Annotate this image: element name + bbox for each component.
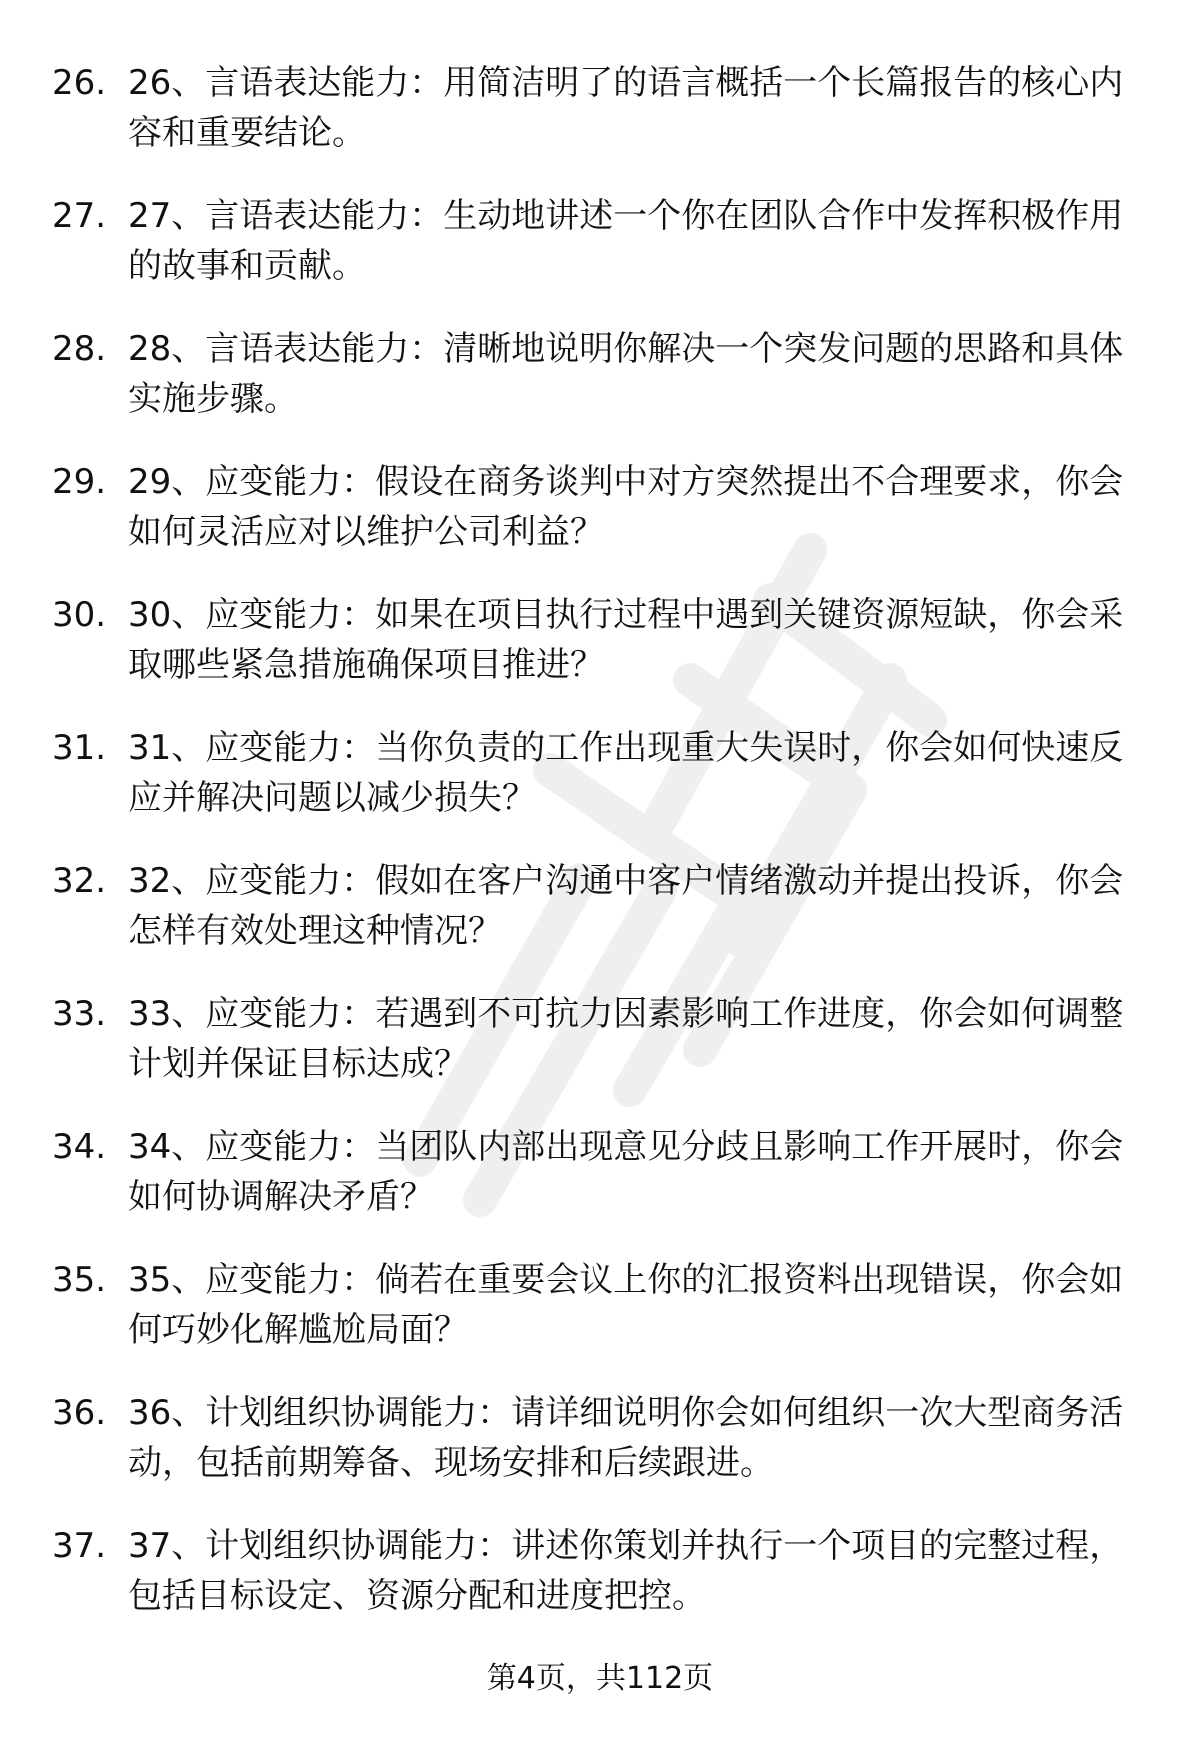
question-number: 28.	[52, 329, 107, 369]
question-item-31	[52, 723, 1152, 856]
question-number: 32.	[52, 861, 107, 901]
question-number: 36.	[52, 1393, 107, 1433]
question-text: 27、言语表达能力：生动地讲述一个你在团队合作中发挥积极作用的故事和贡献。	[128, 196, 1124, 286]
question-text: 31、应变能力：当你负责的工作出现重大失误时，你会如何快速反应并解决问题以减少损失？	[128, 728, 1124, 818]
question-item-27	[52, 191, 1152, 324]
question-item-37	[52, 1521, 1152, 1654]
question-text: 30、应变能力：如果在项目执行过程中遇到关键资源短缺，你会采取哪些紧急措施确保项目推进？	[128, 595, 1124, 685]
question-text: 36、计划组织协调能力：请详细说明你会如何组织一次大型商务活动，包括前期筹备、现场安排和后续跟进。	[128, 1393, 1124, 1483]
question-item-30	[52, 590, 1152, 723]
question-number: 34.	[52, 1127, 107, 1167]
question-item-33	[52, 989, 1152, 1122]
question-text: 37、计划组织协调能力：讲述你策划并执行一个项目的完整过程，包括目标设定、资源分配和进度把控。	[128, 1526, 1124, 1616]
question-text: 28、言语表达能力：清晰地说明你解决一个突发问题的思路和具体实施步骤。	[128, 329, 1124, 419]
question-item-35	[52, 1255, 1152, 1388]
question-text: 32、应变能力：假如在客户沟通中客户情绪激动并提出投诉，你会怎样有效处理这种情况？	[128, 861, 1124, 951]
question-number: 27.	[52, 196, 107, 236]
question-number: 29.	[52, 462, 107, 502]
question-text: 29、应变能力：假设在商务谈判中对方突然提出不合理要求，你会如何灵活应对以维护公司利益？	[128, 462, 1124, 552]
question-number: 30.	[52, 595, 107, 635]
question-item-26	[52, 58, 1152, 191]
question-text: 35、应变能力：倘若在重要会议上你的汇报资料出现错误，你会如何巧妙化解尴尬局面？	[128, 1260, 1124, 1350]
question-item-29	[52, 457, 1152, 590]
question-text: 26、言语表达能力：用简洁明了的语言概括一个长篇报告的核心内容和重要结论。	[128, 63, 1124, 153]
question-text: 33、应变能力：若遇到不可抗力因素影响工作进度，你会如何调整计划并保证目标达成？	[128, 994, 1124, 1084]
question-item-36	[52, 1388, 1152, 1521]
question-item-32	[52, 856, 1152, 989]
question-item-28	[52, 324, 1152, 457]
question-number: 31.	[52, 728, 107, 768]
question-number: 37.	[52, 1526, 107, 1566]
question-number: 35.	[52, 1260, 107, 1300]
page-footer: 第4页，共112页	[486, 1661, 714, 1696]
question-item-34	[52, 1122, 1152, 1255]
question-list	[52, 58, 1152, 1654]
question-number: 33.	[52, 994, 107, 1034]
question-number: 26.	[52, 63, 107, 103]
question-text: 34、应变能力：当团队内部出现意见分歧且影响工作开展时，你会如何协调解决矛盾？	[128, 1127, 1124, 1217]
